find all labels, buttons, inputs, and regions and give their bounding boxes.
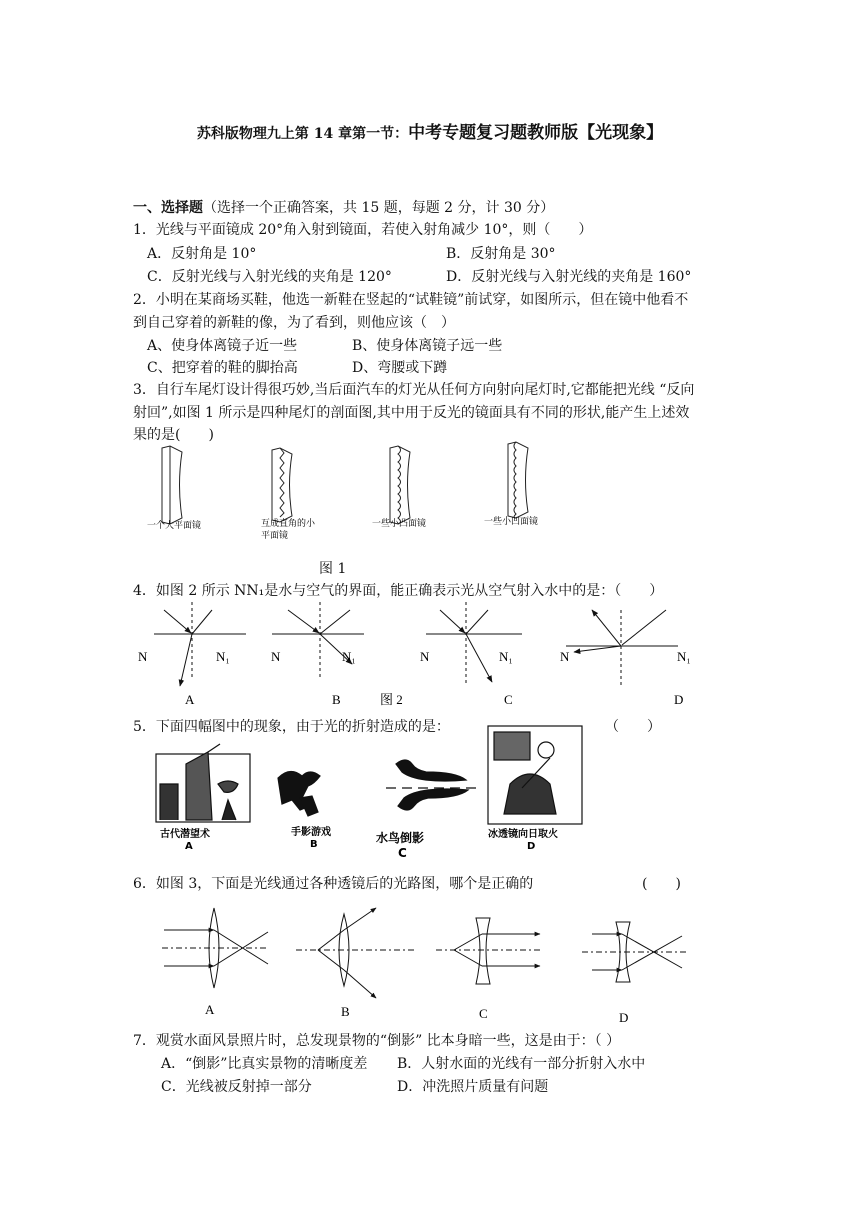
q2-option-a: A、使身体离镜子近一些 xyxy=(147,338,298,354)
q6-figure-lenses xyxy=(150,900,710,1025)
image-bird-reflection xyxy=(386,760,480,810)
option-d: D xyxy=(674,692,684,707)
q6-option-d: D xyxy=(619,1010,629,1025)
q4-stem: 4．如图 2 所示 NN₁是水与空气的界面，能正确表示光从空气射入水中的是：（ ） xyxy=(133,583,664,599)
option-b: B xyxy=(332,692,341,707)
taillight-b xyxy=(272,448,292,522)
q1-option-c: C．反射光线与入射光线的夹角是 120° xyxy=(147,269,392,285)
lens-diagram-d xyxy=(582,922,686,982)
option-a: A xyxy=(185,692,195,707)
q7-option-c: C．光线被反射掉一部分 xyxy=(161,1079,312,1095)
diagram-a xyxy=(154,602,246,686)
q3-stem-3: 果的是( ) xyxy=(133,427,214,443)
q2-stem-1: 2．小明在某商场买鞋，他选一新鞋在竖起的“试鞋镜”前试穿，如图所示，但在镜中他看不 xyxy=(133,292,689,308)
label-n-b: N xyxy=(271,649,281,664)
q2-option-c: C、把穿着的鞋的脚抬高 xyxy=(147,360,298,376)
q1-option-a: A．反射角是 10° xyxy=(147,246,257,262)
q5-option-b: B xyxy=(310,839,318,850)
caption-b-2: 平面镜 xyxy=(261,531,289,541)
q7-option-d: D．冲洗照片质量有问题 xyxy=(397,1079,549,1095)
label-n1-c: N₁ xyxy=(499,649,513,664)
label-n1-b: N₁ xyxy=(342,649,356,664)
q6-option-b: B xyxy=(341,1004,350,1019)
q5-option-d: D xyxy=(527,841,536,852)
q6-option-a: A xyxy=(205,1002,215,1017)
title-main: 中考专题复习题教师版【光现象】 xyxy=(408,123,664,143)
caption-periscope: 古代潜望术 xyxy=(160,829,210,840)
caption-a: 一个大平面镜 xyxy=(147,521,202,531)
option-c: C xyxy=(504,692,513,707)
caption-hand-shadow: 手影游戏 xyxy=(291,827,331,838)
section-note: （选择一个正确答案，共 15 题，每题 2 分，计 30 分） xyxy=(203,200,555,216)
label-n-c: N xyxy=(420,649,430,664)
title-prefix: 苏科版物理九上第 14 章第一节： xyxy=(196,126,409,142)
q3-figure-taillights xyxy=(140,440,560,550)
section-title: 一、选择题 xyxy=(133,200,203,216)
q6-answer-paren: ( ) xyxy=(642,876,681,892)
figure-label: 图 2 xyxy=(380,692,403,707)
page-title xyxy=(0,118,860,143)
q5-figure-phenomena xyxy=(150,724,590,864)
q2-stem-2: 到自己穿着的新鞋的像，为了看到，则他应该（ ） xyxy=(133,315,455,331)
taillight-d xyxy=(508,442,528,518)
diagram-b xyxy=(272,602,364,680)
q3-figure-label: 图 1 xyxy=(319,561,347,577)
section-heading xyxy=(133,199,554,217)
q2-option-b: B、使身体离镜子远一些 xyxy=(352,338,503,354)
q7-option-a: A．“倒影”比真实景物的清晰度差 xyxy=(161,1056,368,1072)
caption-c: 一些小凸面镜 xyxy=(372,519,427,529)
q5-option-a: A xyxy=(185,841,193,852)
q6-option-c: C xyxy=(479,1006,488,1021)
label-n1-a: N₁ xyxy=(216,649,230,664)
label-n-d: N xyxy=(560,649,570,664)
image-hand-shadow xyxy=(278,771,320,816)
q6-stem: 6．如图 3，下面是光线通过各种透镜后的光路图，哪个是正确的 xyxy=(133,876,534,892)
label-n-a: N xyxy=(138,649,148,664)
image-periscope xyxy=(156,744,250,822)
image-ice-lens xyxy=(488,726,582,824)
label-n1-d: N₁ xyxy=(677,649,691,664)
q5-option-c: C xyxy=(398,846,407,860)
caption-bird-reflection: 水鸟倒影 xyxy=(376,831,425,845)
caption-ice-lens: 冰透镜向日取火 xyxy=(488,829,558,840)
q7-option-b: B．人射水面的光线有一部分折射入水中 xyxy=(397,1056,646,1072)
q3-stem-1: 3．自行车尾灯设计得很巧妙,当后面汽车的灯光从任何方向射向尾灯时,它都能把光线 “反向 xyxy=(133,382,695,398)
q5-stem: 5．下面四幅图中的现象，由于光的折射造成的是： xyxy=(133,719,450,735)
q5-answer-paren: （ ） xyxy=(605,719,661,735)
q1-stem: 1．光线与平面镜成 20°角入射到镜面，若使入射角减少 10°，则（ ） xyxy=(133,222,593,238)
q2-option-d: D、弯腰或下蹲 xyxy=(352,360,448,376)
taillight-a xyxy=(162,446,182,524)
diagram-d xyxy=(566,610,678,688)
lens-diagram-b xyxy=(296,908,416,998)
taillight-c xyxy=(390,446,410,524)
q4-figure-refraction xyxy=(130,600,710,710)
q3-stem-2: 射回”,如图 1 所示是四种尾灯的剖面图,其中用于反光的镜面具有不同的形状,能产生上述效 xyxy=(133,405,690,421)
caption-b-1: 互成直角的小 xyxy=(261,519,316,529)
q1-option-d: D．反射光线与入射光线的夹角是 160° xyxy=(446,269,692,285)
diagram-c xyxy=(426,602,522,686)
lens-diagram-a xyxy=(162,908,268,988)
q1-option-b: B．反射角是 30° xyxy=(446,246,556,262)
q7-stem: 7．观赏水面风景照片时，总发现景物的“倒影” 比本身暗一些，这是由于：（ ） xyxy=(133,1033,621,1049)
lens-diagram-c xyxy=(436,918,540,984)
caption-d: 一些小凹面镜 xyxy=(484,517,539,527)
